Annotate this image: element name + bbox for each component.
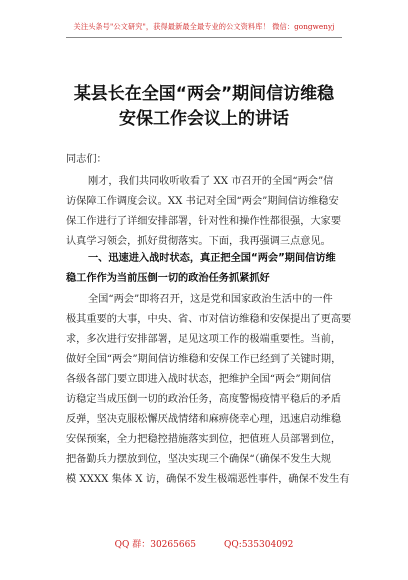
paragraph-line: 反弹，坚决克服松懈厌战情绪和麻痹侥幸心理，迅速启动维稳: [66, 414, 342, 425]
document-title: [40, 82, 368, 132]
paragraph-line: 安保预案，全力把稳控措施落实到位，把值班人员部署到位，: [66, 434, 342, 445]
paragraph-intro: [66, 172, 346, 252]
paragraph-line: 访稳定当成压倒一切的政治任务，高度警惕疫情平稳后的矛盾: [66, 394, 342, 405]
qq-group-number: QQ 群：30265665: [114, 540, 197, 550]
section-heading-1: [66, 249, 346, 289]
paragraph-section-1: [66, 290, 352, 490]
header-banner: 关注头条号"公文研究"，获得最新最全最专业的公文资料库！ 微信：gongwenyj: [73, 22, 335, 31]
paragraph-line: 认真学习领会，抓好贯彻落实。下面，我再强调三点意见。: [66, 236, 331, 247]
paragraph-line: 做好全国“两会”期间信访维稳和安保工作已经到了关键时期，: [66, 354, 342, 365]
paragraph-line: 保工作进行了详细安排部署，针对性和操作性都很强，大家要: [66, 216, 342, 227]
header-divider: [66, 37, 342, 38]
title-line-2: 安保工作会议上的讲话: [119, 109, 289, 129]
greeting-text: 同志们：: [66, 154, 107, 165]
greeting: [66, 150, 346, 170]
title-line-1: 某县长在全国“两会”期间信访维稳: [73, 84, 335, 104]
paragraph-line: 模 XXXX 集体 X 访，确保不发生极端恶性事件，确保不发生有: [66, 474, 350, 485]
footer-contact: [0, 537, 408, 550]
qq-number: QQ:535304092: [224, 540, 294, 550]
paragraph-line: 把备勤兵力摆放到位，坚决实现三个确保“（确保不发生大规: [66, 454, 331, 465]
heading-line: 一、迅速进入战时状态，真正把全国“两会”期间信访维: [88, 253, 336, 264]
paragraph-line: 各级各部门要立即进入战时状态，把维护全国“两会”期间信: [66, 374, 332, 385]
paragraph-line: 访保障工作调度会议。XX 书记对全国“两会”期间信访维稳安: [66, 196, 339, 207]
paragraph-line: 求，多次进行安排部署，足见这项工作的极端重要性。当前，: [66, 334, 342, 345]
paragraph-line: 极其重要的大事，中央、省、市对信访维稳和安保提出了更高要: [66, 314, 352, 325]
heading-line: 稳工作作为当前压倒一切的政治任务抓紧抓好: [66, 273, 270, 284]
paragraph-line: 全国“两会”即将召开，这是党和国家政治生活中的一件: [88, 294, 333, 305]
paragraph-line: 刚才，我们共同收听收看了 XX 市召开的全国“两会”信: [88, 176, 334, 187]
